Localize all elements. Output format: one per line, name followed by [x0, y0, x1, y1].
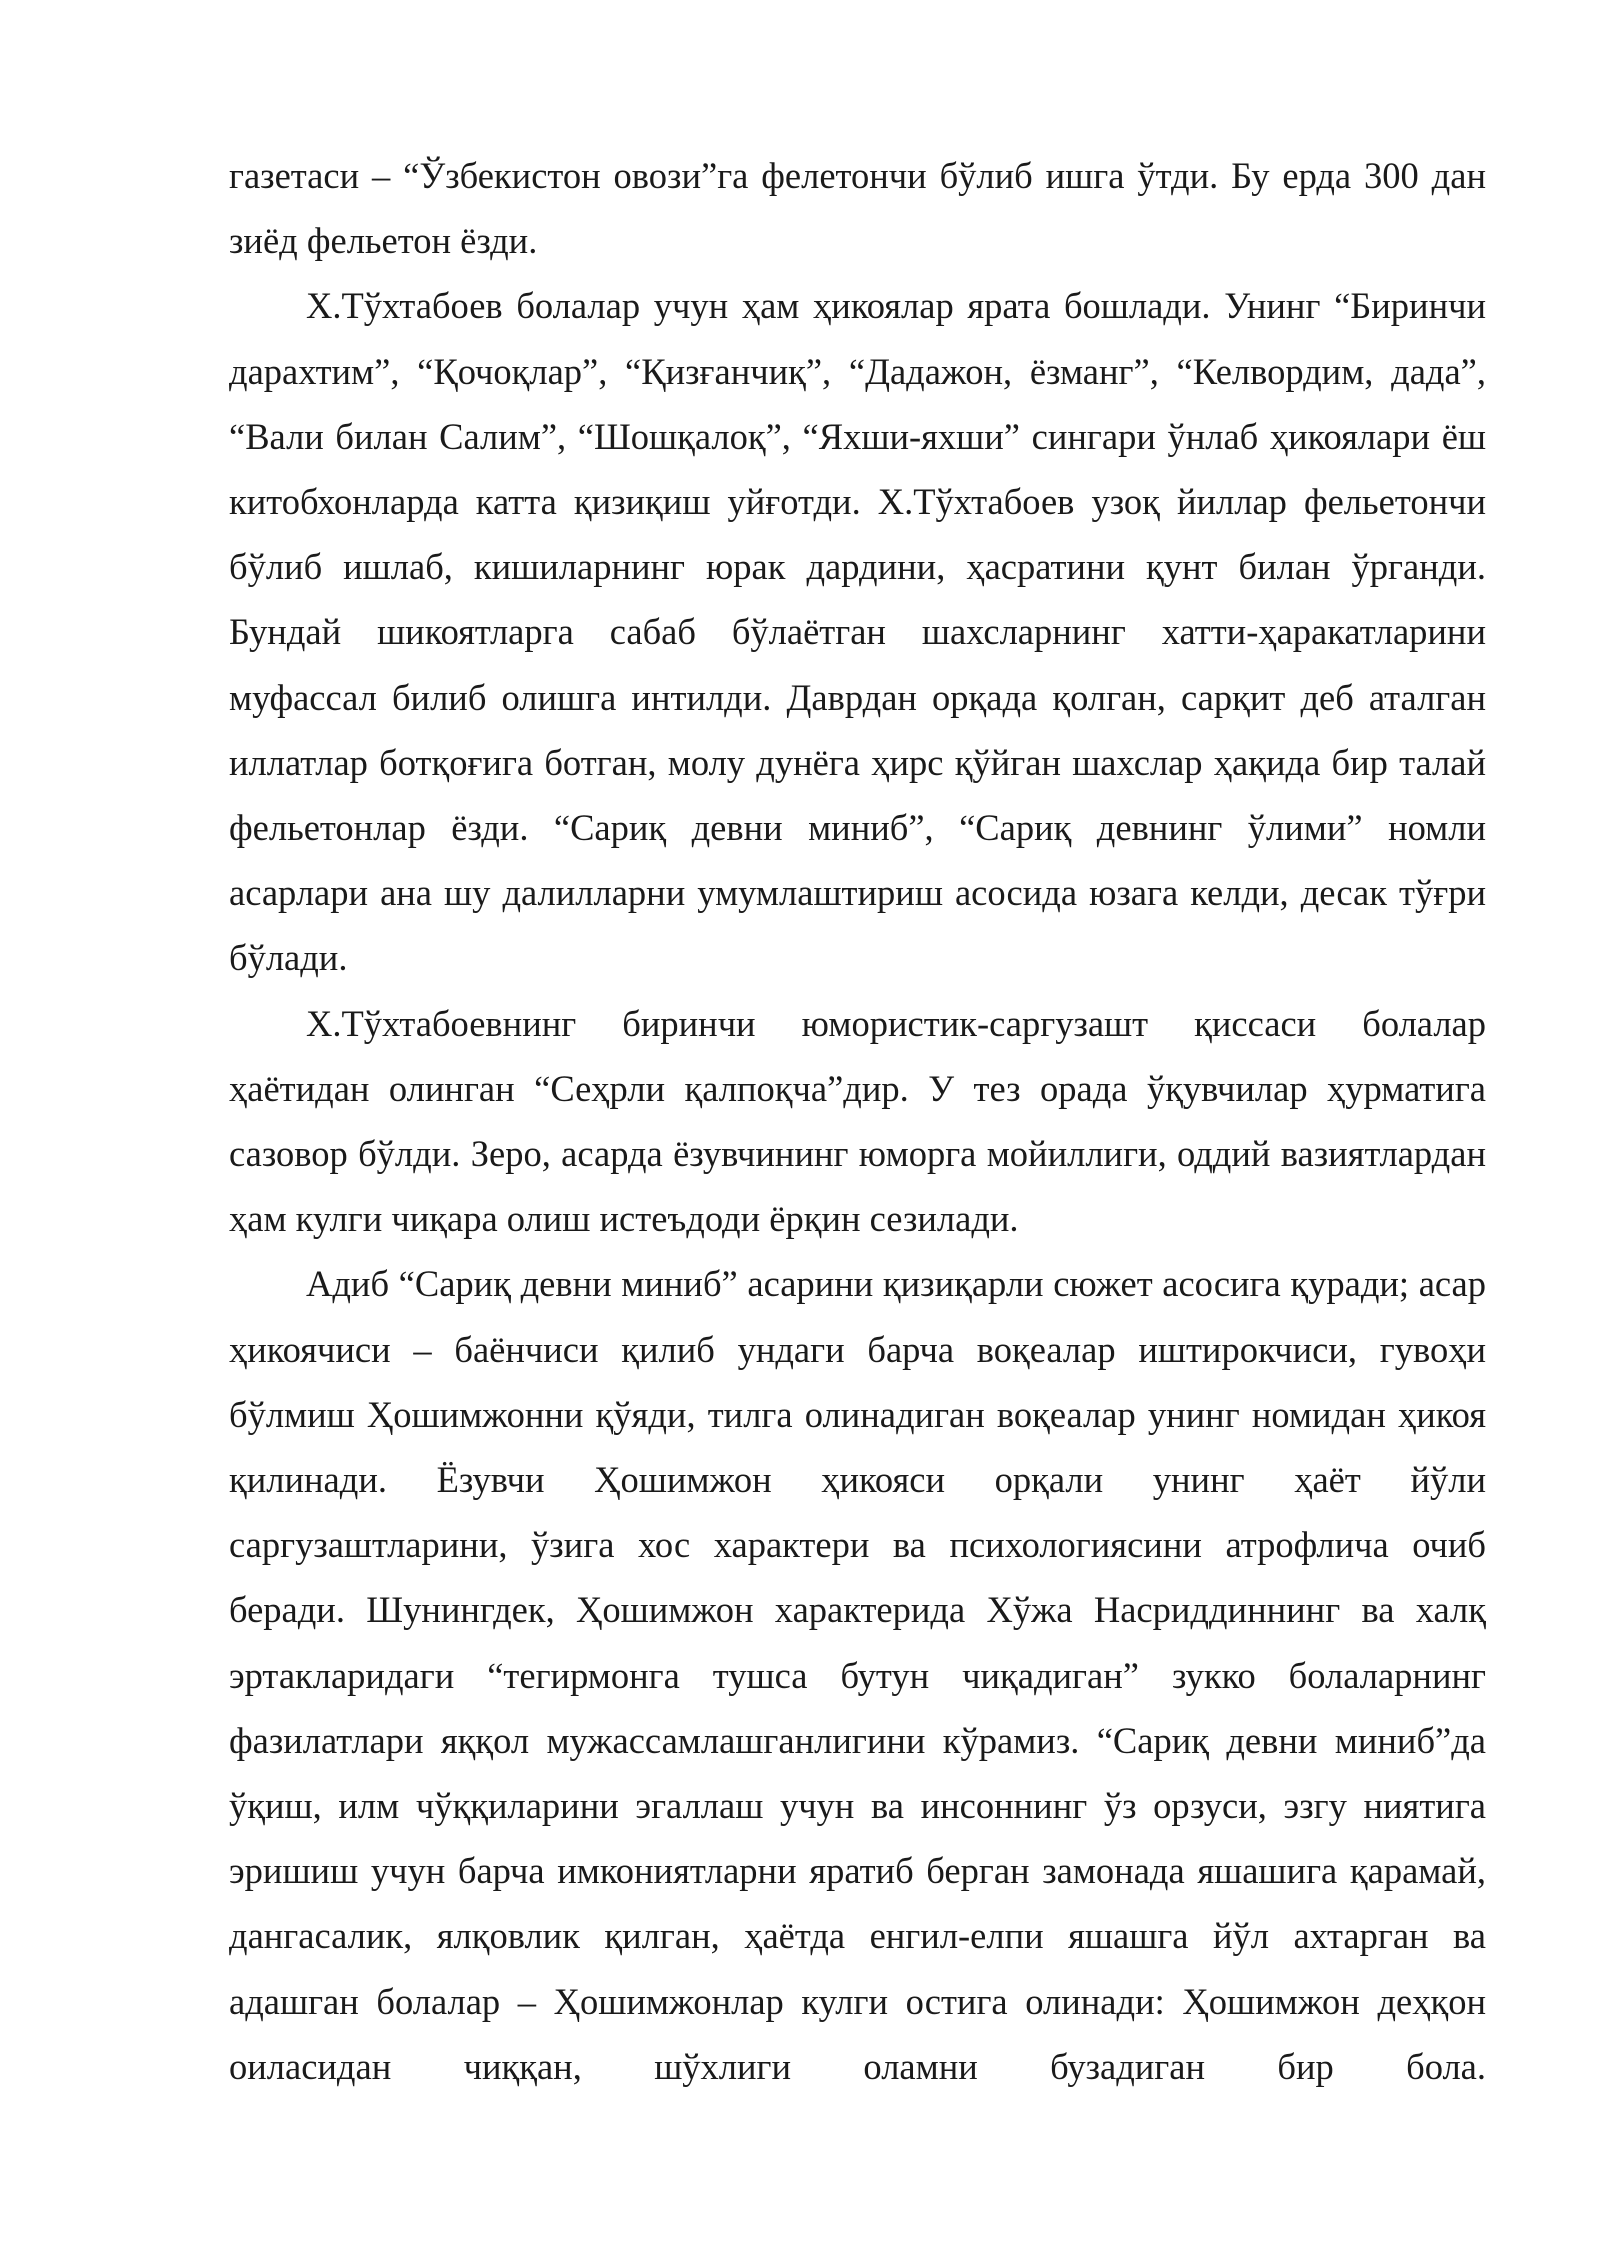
paragraph-continuation: газетаси – “Ўзбекистон овози”га фелетончи бўлиб ишга ўтди. Бу ерда 300 дан зиёд фельетон ёзди.: [229, 155, 1486, 262]
paragraph-first-novella: Х.Тўхтабоевнинг биринчи юмористик-саргузашт қиссаси болалар ҳаётидан олинган “Сеҳрли қалпоқча”дир. У тез орада ўқувчилар ҳурматига сазовор бўлди. Зеро, асарда ёзувчининг юморга мойиллиги, оддий вазиятлардан ҳам кулги чиқара олиш истеъдоди ёрқин сезилади.: [229, 1002, 1486, 1240]
paragraph-stories: Х.Тўхтабоев болалар учун ҳам ҳикоялар ярата бошлади. Унинг “Биринчи дарахтим”, “Қочоқлар”, “Қизғанчиқ”, “Дадажон, ёзманг”, “Келвордим, дада”, “Вали билан Салим”, “Шошқалоқ”, “Яхши-яхши” сингари ўнлаб ҳикоялари ёш китобхонларда катта қизиқиш уйғотди. Х.Тўхтабоев узоқ йиллар фельетончи бўлиб ишлаб, кишиларнинг юрак дардини, ҳасратини қунт билан ўрганди. Бундай шикоятларга сабаб бўлаётган шахсларнинг хатти-ҳаракатларини муфассал билиб олишга интилди. Даврдан орқада қолган, сарқит деб аталган иллатлар ботқоғига ботган, молу дунёга ҳирс қўйган шахслар ҳақида бир талай фельетонлар ёзди. “Сариқ девни миниб”, “Сариқ девнинг ўлими” номли асарлари ана шу далилларни умумлаштириш асосида юзага келди, десак тўғри бўлади.: [229, 285, 1486, 979]
document-page: [229, 143, 1486, 2099]
paragraph-sariq-dev: Адиб “Сариқ девни миниб” асарини қизиқарли сюжет асосига қуради; асар ҳикоячиси – баёнчиси қилиб ундаги барча воқеалар иштирокчиси, гувоҳи бўлмиш Ҳошимжонни қўяди, тилга олинадиган воқеалар унинг номидан ҳикоя қилинади. Ёзувчи Ҳошимжон ҳикояси орқали унинг ҳаёт йўли саргузаштларини, ўзига хос характери ва психологиясини атрофлича очиб беради. Шунингдек, Ҳошимжон характерида Хўжа Насриддиннинг ва халқ эртакларидаги “тегирмонга тушса бутун чиқадиган” зукко болаларнинг фазилатлари яққол мужассамлашганлигини кўрамиз. “Сариқ девни миниб”да ўқиш, илм чўққиларини эгаллаш учун ва инсоннинг ўз орзуси, эзгу ниятига эришиш учун барча имкониятларни яратиб берган замонада яшашига қарамай, дангасалик, ялқовлик қилган, ҳаётда енгил-елпи яшашга йўл ахтарган ва адашган болалар – Ҳошимжонлар кулги остига олинади: Ҳошимжон деҳқон оиласидан чиққан, шўхлиги оламни бузадиган бир бола.: [229, 1263, 1486, 2087]
